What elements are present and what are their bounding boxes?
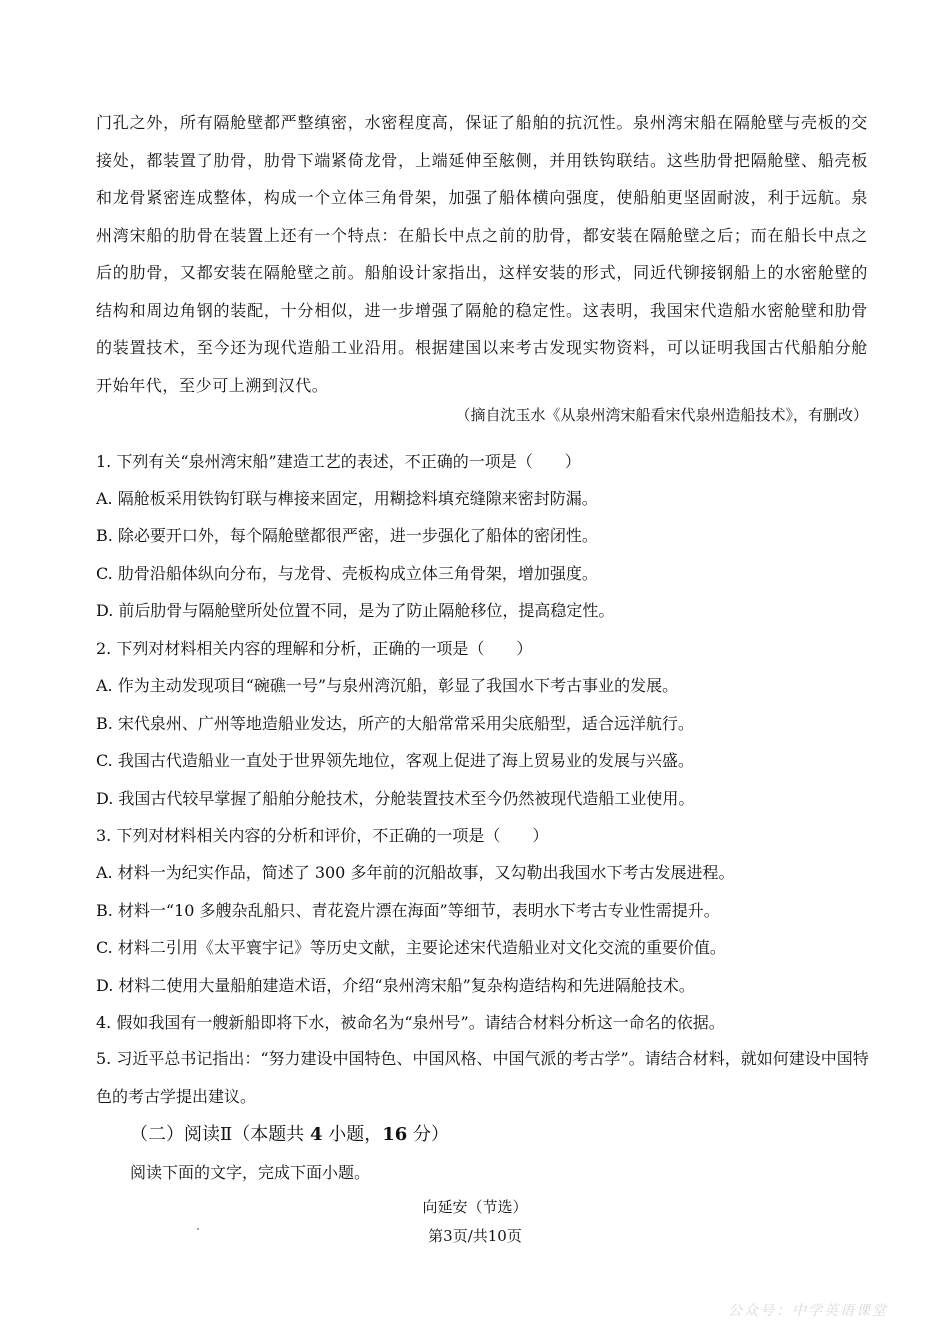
section-heading: （二）阅读Ⅱ（本题共 4 小题，16 分） [130,1124,450,1145]
reading-instruction: 阅读下面的文字，完成下面小题。 [130,1163,371,1182]
question-2-option-c: C. 我国古代造船业一直处于世界领先地位，客观上促进了海上贸易业的发展与兴盛。 [96,751,694,770]
page-number: 第3页/共10页 [428,1227,522,1245]
passage-paragraph: 门孔之外，所有隔舱壁都严整缜密，水密程度高，保证了船舶的抗沉性。泉州湾宋船在隔舱壁与壳板的交接处，都装置了肋骨，肋骨下端紧倚龙骨，上端延伸至舷侧，并用铁钩联结。这些肋骨把隔舱壁、船壳板和龙骨紧密连成整体，构成一个立体三角骨架，加强了船体横向强度，使船舶更坚固耐波，利于远航。泉州湾宋船的肋骨在装置上还有一个特点：在船长中点之前的肋骨，都安装在隔舱壁之后；而在船长中点之后的肋骨，又都安装在隔舱壁之前。船舶设计家指出，这样安装的形式，同近代铆接钢船上的水密舱壁的结构和周边角钢的装配，十分相似，进一步增强了隔舱的稳定性。这表明，我国宋代造船水密舱壁和肋骨的装置技术，至今还为现代造船工业沿用。根据建国以来考古发现实物资料，可以证明我国古代船舶分舱开始年代，至少可上溯到汉代。 [96,113,868,395]
section-points: 16 [382,1124,408,1145]
question-3-option-b: B. 材料一“10 多艘杂乱船只、青花瓷片漂在海面”等细节，表明水下考古专业性需提升。 [96,901,720,920]
passage-citation: （摘自沈玉水《从泉州湾宋船看宋代泉州造船技术》，有删改） [455,406,868,424]
question-4-stem: 4. 假如我国有一艘新船即将下水，被命名为“泉州号”。请结合材料分析这一命名的依据。 [96,1013,725,1032]
question-2-option-d: D. 我国古代较早掌握了船舶分舱技术，分舱装置技术至今仍然被现代造船工业使用。 [96,789,695,808]
question-2-stem: 2. 下列对材料相关内容的理解和分析，正确的一项是（ ） [96,639,533,658]
question-2-option-b: B. 宋代泉州、广州等地造船业发达，所产的大船常常采用尖底船型，适合远洋航行。 [96,714,694,733]
question-5-stem: 5. 习近平总书记指出：“努力建设中国特色、中国风格、中国气派的考古学”。请结合材料，就如何建设中国特色的考古学提出建议。 [96,1049,869,1106]
question-3-option-c: C. 材料二引用《太平寰宇记》等历史文献，主要论述宋代造船业对文化交流的重要价值。 [96,938,726,957]
question-2-option-a: A. 作为主动发现项目“碗礁一号”与泉州湾沉船，彰显了我国水下考古事业的发展。 [96,676,679,695]
question-1-option-c: C. 肋骨沿船体纵向分布，与龙骨、壳板构成立体三角骨架，增加强度。 [96,564,598,583]
passage-title: 向延安（节选） [422,1198,528,1216]
question-3-stem: 3. 下列对材料相关内容的分析和评价，不正确的一项是（ ） [96,826,549,845]
question-3-option-d: D. 材料二使用大量船舶建造术语，介绍“泉州湾宋船”复杂构造结构和先进隔舱技术。 [96,976,695,995]
question-1-option-a: A. 隔舱板采用铁钩钉联与榫接来固定，用糊捻料填充缝隙来密封防漏。 [96,489,598,508]
question-1-option-d: D. 前后肋骨与隔舱壁所处位置不同，是为了防止隔舱移位，提高稳定性。 [96,601,615,620]
question-3-option-a: A. 材料一为纪实作品，简述了 300 多年前的沉船故事，又勾勒出我国水下考古发展进程。 [96,863,735,882]
question-1-stem: 1. 下列有关“泉州湾宋船”建造工艺的表述，不正确的一项是（ ） [96,452,581,471]
question-count: 4 [309,1124,323,1145]
watermark: 公众号：中学英语课堂 [728,1303,888,1319]
question-1-option-b: B. 除必要开口外，每个隔舱壁都很严密，进一步强化了船体的密闭性。 [96,526,598,545]
